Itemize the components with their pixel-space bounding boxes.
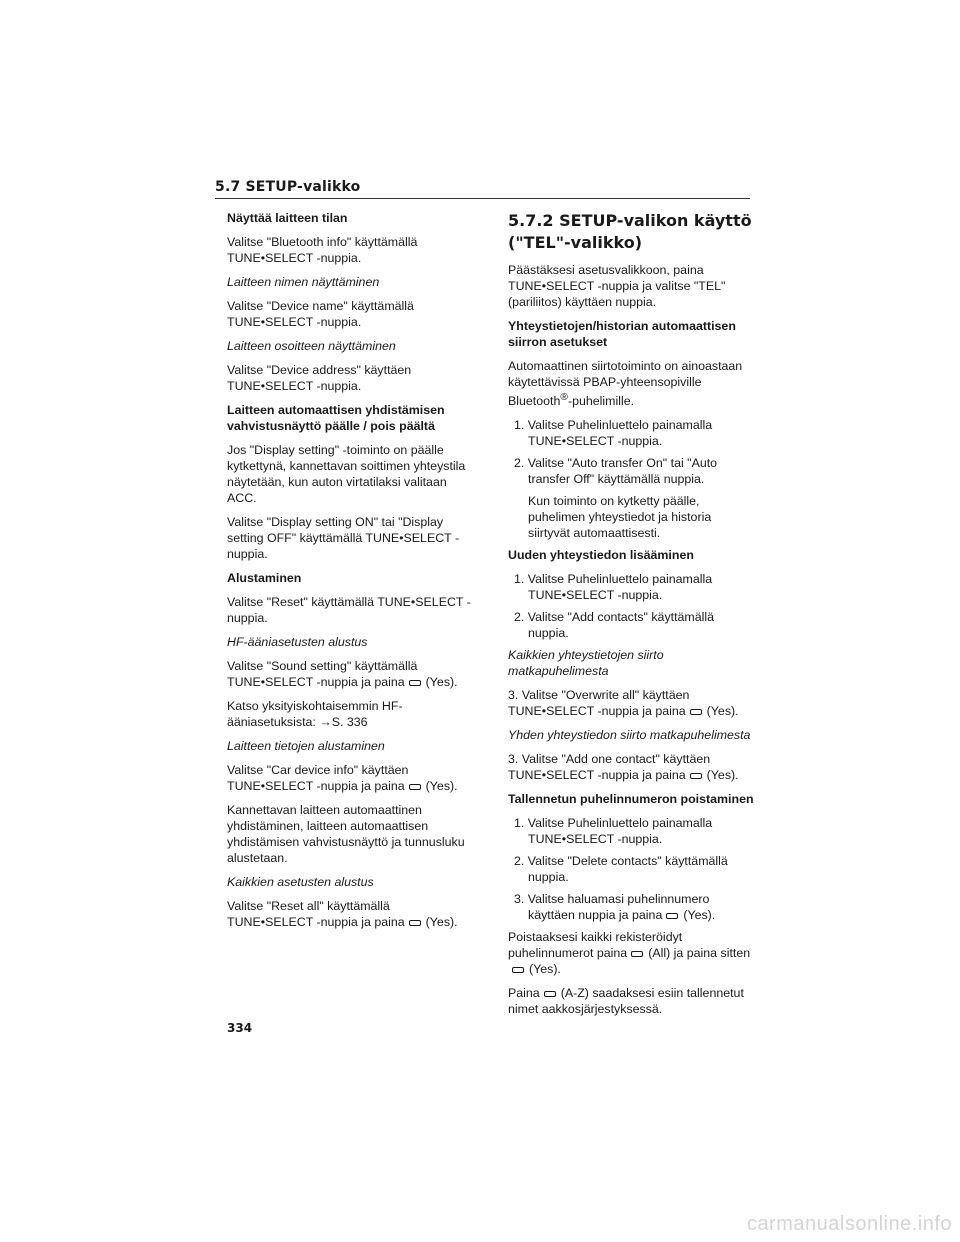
paragraph: Jos "Display setting" -toiminto on päälle kytkettynä, kannettavan soittimen yhteystila näytetään, kun auton virtatilaksi valitaan ACC. [227, 443, 466, 505]
button-symbol-icon [690, 709, 702, 715]
list-item: 1. Valitse Puhelinluettelo painamalla TUNE•SELECT -nuppia. [514, 572, 713, 603]
watermark: carmanualsonline.info [746, 1213, 952, 1235]
text: (All) ja paina sitten [648, 946, 751, 961]
text: Valitse "Reset all" käyttämällä TUNE•SELECT -nuppia ja paina [227, 899, 405, 929]
text: Paina [508, 986, 540, 1001]
heading-add-contact: Uuden yhteystiedon lisääminen [508, 548, 694, 563]
paragraph: Valitse "Reset" käyttämällä TUNE•SELECT -nuppia. [227, 595, 471, 625]
paragraph: Valitse "Display setting ON" tai "Display setting OFF" käyttämällä TUNE•SELECT -nuppia. [227, 515, 460, 561]
page-header [215, 178, 750, 199]
paragraph: Valitse "Bluetooth info" käyttämällä TUNE•SELECT -nuppia. [227, 235, 418, 265]
text: Katso yksityiskohtaisemmin HF-ääniasetuksista: [227, 699, 403, 729]
button-symbol-icon [690, 773, 702, 779]
button-symbol-icon [409, 680, 421, 686]
heading-device-status: Näyttää laitteen tilan [227, 211, 348, 225]
text: Valitse "Sound setting" käyttämällä TUNE•SELECT -nuppia ja paina [227, 659, 418, 689]
heading-reset: Alustaminen [227, 571, 302, 585]
list-note: Kun toiminto on kytketty päälle, puhelimen yhteystiedot ja historia siirtyvät automaattisesti. [528, 494, 712, 541]
registered-mark: ® [560, 392, 568, 403]
text: Automaattinen siirtotoiminto on ainoastaan käytettävissä PBAP-yhteensopiville Bluetooth [508, 359, 743, 409]
text: (Yes). [425, 675, 458, 689]
page-number: 334 [227, 1021, 253, 1035]
text: (Yes). [425, 915, 458, 929]
paragraph: Kannettavan laitteen automaattinen yhdistäminen, laitteen automaattisen yhdistämisen vahvistusnäyttö ja tunnusluku alustetaan. [227, 803, 465, 865]
heading-autoconnect: Laitteen automaattisen yhdistämisen vahvistusnäyttö päälle / pois päältä [227, 403, 445, 433]
heading-autotransfer: Yhteystietojen/historian automaattisen siirron asetukset [508, 319, 736, 349]
heading-delete-number: Tallennetun puhelinnumeron poistaminen [508, 792, 754, 807]
paragraph [227, 698, 479, 730]
paragraph [227, 898, 479, 930]
text: Valitse "Car device info" käyttäen TUNE•SELECT -nuppia ja paina [227, 763, 409, 793]
list-item: 1. Valitse Puhelinluettelo painamalla TUNE•SELECT -nuppia. [514, 418, 713, 449]
button-symbol-icon [512, 967, 524, 973]
paragraph: Valitse "Device name" käyttämällä TUNE•SELECT -nuppia. [227, 299, 414, 329]
button-symbol-icon [409, 920, 421, 926]
section-title: 5.7 SETUP-valikko [215, 179, 361, 195]
paragraph: Päästäksesi asetusvalikkoon, paina TUNE•SELECT -nuppia ja valitse "TEL" (pariliitos) käyttäen nuppia. [508, 263, 726, 309]
text: (Yes). [706, 768, 739, 783]
button-symbol-icon [409, 784, 421, 790]
button-symbol-icon [666, 913, 678, 919]
text: 3. Valitse "Add one contact" käyttäen TUNE•SELECT -nuppia ja paina [508, 752, 711, 783]
subheading: Yhden yhteystiedon siirto matkapuhelimesta [508, 728, 751, 743]
subheading: Laitteen tietojen alustaminen [227, 739, 385, 753]
list-item: 2. Valitse "Add contacts" käyttämällä nuppia. [514, 610, 715, 641]
paragraph [508, 358, 756, 409]
subheading: HF-ääniasetusten alustus [227, 635, 368, 649]
paragraph: Valitse "Device address" käyttäen TUNE•SELECT -nuppia. [227, 363, 412, 393]
list-item [508, 891, 756, 923]
subheading: Kaikkien asetusten alustus [227, 875, 374, 889]
paragraph [508, 687, 756, 719]
paragraph [227, 658, 479, 690]
text: 3. Valitse haluamasi puhelinnumero käyttäen nuppia ja paina [514, 892, 710, 923]
list-item: 2. Valitse "Auto transfer On" tai "Auto transfer Off" käyttämällä nuppia. [514, 456, 718, 487]
text: -puhelimille. [567, 394, 635, 409]
list-item: 1. Valitse Puhelinluettelo painamalla TUNE•SELECT -nuppia. [514, 816, 713, 847]
right-column [508, 210, 756, 1025]
text: Poistaaksesi kaikki rekisteröidyt puhelinnumerot paina [508, 930, 683, 961]
button-symbol-icon [544, 991, 556, 997]
paragraph [508, 929, 756, 977]
paragraph [508, 751, 756, 783]
subheading: Laitteen osoitteen näyttäminen [227, 339, 396, 353]
left-column [227, 210, 479, 938]
paragraph [227, 762, 479, 794]
page-reference-link[interactable]: →S. 336 [319, 715, 368, 729]
button-symbol-icon [631, 951, 643, 957]
text: (Yes). [706, 704, 739, 719]
text: (A-Z) saadaksesi esiin tallennetut nimet aakkosjärjestyksessä. [508, 986, 744, 1017]
text: (Yes). [425, 779, 458, 793]
paragraph [508, 985, 756, 1017]
subheading: Kaikkien yhteystietojen siirto matkapuhelimesta [508, 648, 664, 679]
section-heading: 5.7.2 SETUP-valikon käyttö ("TEL"-valikko) [508, 211, 752, 252]
text: (Yes). [529, 962, 561, 977]
list-item: 2. Valitse "Delete contacts" käyttämällä nuppia. [514, 854, 728, 885]
text: (Yes). [683, 908, 716, 923]
subheading: Laitteen nimen näyttäminen [227, 275, 380, 289]
text: 3. Valitse "Overwrite all" käyttäen TUNE•SELECT -nuppia ja paina [508, 688, 690, 719]
